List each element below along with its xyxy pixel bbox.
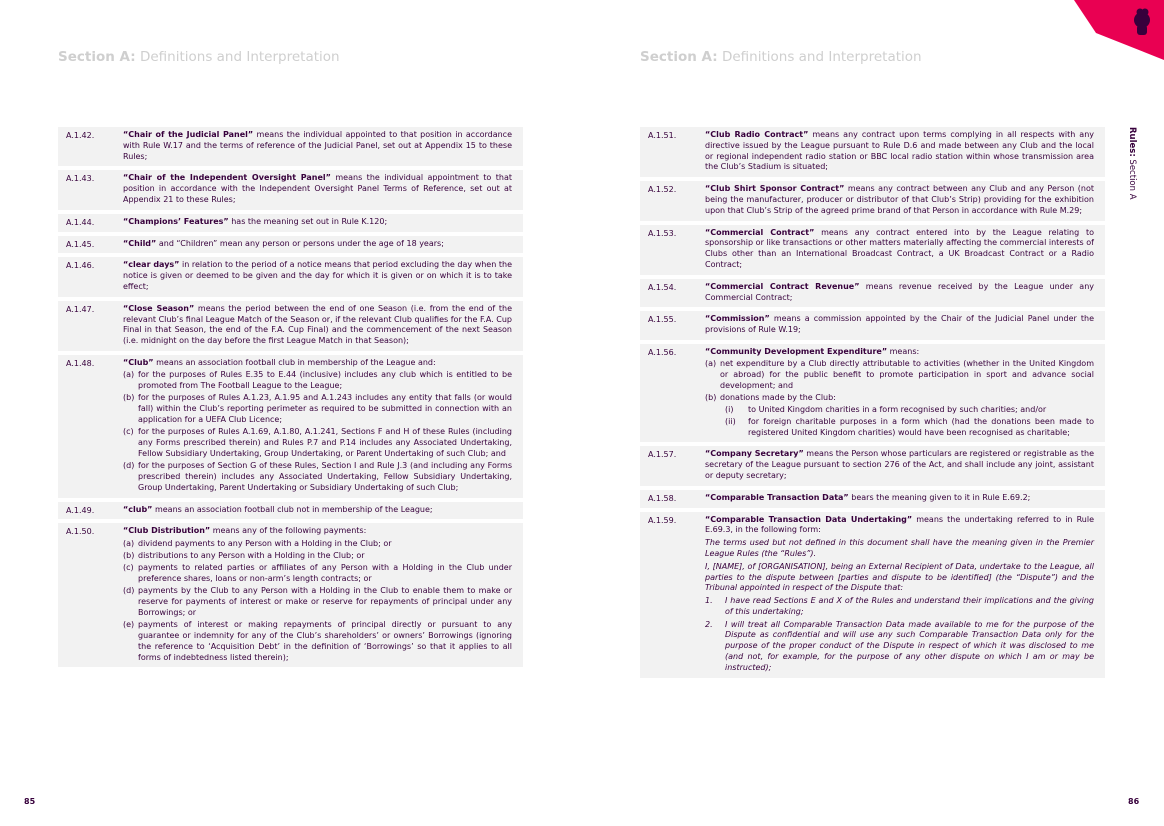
defined-term: “Club”	[123, 357, 154, 367]
definition-text: means an association football club not in membership of the League;	[152, 504, 433, 514]
undertaking-paragraph: The terms used but not defined in this document shall have the meaning given in the Premier League Rules (the “Rules”).	[705, 538, 1094, 558]
rule-number: A.1.52.	[648, 185, 677, 195]
rule-body	[705, 228, 1094, 271]
sub-clause	[123, 539, 512, 550]
definition-text: means the Person whose particulars are registered or registrable as the secretary of the League pursuant to section 276 of the Act, and shall include any joint, assistant or deputy secretary;	[705, 449, 1094, 480]
right-rules-column	[640, 127, 1105, 682]
sub-clause-label: (b)	[123, 550, 135, 560]
undertaking-item-text: I have read Sections E and X of the Rules and understand their implications and the giving of this undertaking;	[725, 596, 1094, 616]
rule-number: A.1.57.	[648, 450, 677, 460]
definition-text: means any contract upon terms complying in all respects with any directive issued by the League pursuant to Rule D.6 and made between any Club and the local or regional independent radio station or BBC local radio station within whose transmission area the Club’s Stadium is situated;	[705, 130, 1094, 172]
rule-body	[705, 314, 1094, 336]
sub-sub-clause-text: to United Kingdom charities in a form recognised by such charities; and/or	[748, 404, 1047, 414]
rule-number: A.1.43.	[66, 174, 95, 184]
sub-clause-label: (d)	[123, 461, 135, 471]
undertaking-item-number: 1.	[705, 596, 713, 606]
rule-entry	[58, 236, 523, 254]
rule-number: A.1.48.	[66, 358, 95, 368]
definition-text: and “Children” mean any person or persons under the age of 18 years;	[156, 238, 444, 248]
rule-number: A.1.56.	[648, 347, 677, 357]
rule-entry	[58, 214, 523, 232]
defined-term: “Comparable Transaction Data Undertaking”	[705, 514, 913, 524]
rule-entry	[58, 355, 523, 498]
rule-body	[123, 239, 512, 250]
rule-number: A.1.53.	[648, 228, 677, 238]
rule-body	[705, 130, 1094, 173]
undertaking-paragraph: I, [NAME], of [ORGANISATION], being an External Recipient of Data, undertake to the League, all parties to the dispute between [parties and dispute to be identified] (the “Dispute”) and the Tribunal appointed in respect of the Dispute that:	[705, 561, 1094, 593]
defined-term: “Club Radio Contract”	[705, 130, 809, 139]
rule-entry	[640, 279, 1105, 308]
defined-term: “Club Distribution”	[123, 526, 211, 536]
rule-entry	[58, 301, 523, 351]
sub-clause-label: (e)	[123, 620, 135, 630]
definition-text: means any of the following payments:	[210, 526, 367, 536]
definition-text: has the meaning set out in Rule K.120;	[228, 216, 388, 226]
rule-number: A.1.47.	[66, 304, 95, 314]
rule-number: A.1.49.	[66, 505, 95, 515]
sub-clause-text: distributions to any Person with a Holding in the Club; or	[138, 550, 365, 560]
rule-text	[123, 217, 512, 228]
sub-clause-text: payments to related parties or affiliates of any Person with a Holding in the Club under preference shares, loans or non-arm’s length contracts; or	[138, 563, 512, 583]
rule-text	[123, 239, 512, 250]
rule-text	[123, 358, 512, 369]
sub-clause	[123, 393, 512, 425]
page-number-right: 86	[1128, 797, 1140, 806]
rule-text	[123, 304, 512, 347]
undertaking-item	[705, 596, 1094, 618]
defined-term: “club”	[123, 504, 153, 514]
rule-body	[705, 282, 1094, 304]
definition-text: means any contract between any Club and any Person (not being the manufacturer, producer or distributor of that Club’s Strip) providing for the exhibition upon that Club’s Strip of the agreed prime brand of that Person in accordance with Rule M.29;	[705, 184, 1095, 215]
rule-text	[123, 173, 512, 205]
rule-body	[705, 449, 1094, 481]
rule-entry	[58, 523, 523, 667]
rule-text	[123, 526, 512, 537]
sub-clause	[123, 586, 512, 618]
rule-body	[123, 260, 512, 292]
rule-body	[705, 184, 1094, 216]
sub-sub-clause	[720, 405, 1094, 416]
sub-clause-label: (b)	[123, 393, 135, 403]
defined-term: “Comparable Transaction Data”	[705, 492, 849, 502]
definition-text: means the undertaking referred to in Rule E.69.3, in the following form:	[705, 514, 1094, 535]
rule-text	[705, 449, 1094, 481]
undertaking-item-number: 2.	[705, 619, 713, 629]
sub-clause-label: (c)	[123, 427, 134, 437]
rule-body	[123, 217, 512, 228]
sub-clause-label: (c)	[123, 563, 134, 573]
rule-text	[705, 347, 1094, 358]
sub-clause-label: (a)	[705, 359, 717, 369]
rule-text	[705, 130, 1094, 173]
rule-number: A.1.46.	[66, 261, 95, 271]
page-number-left: 85	[24, 797, 36, 806]
rule-body	[123, 130, 512, 162]
rule-body	[123, 173, 512, 205]
rule-body	[705, 347, 1094, 438]
section-title-right: Section A: Definitions and Interpretation	[640, 49, 922, 65]
rule-number: A.1.50.	[66, 527, 95, 537]
rule-number: A.1.59.	[648, 515, 677, 525]
rule-entry	[640, 344, 1105, 442]
defined-term: “Company Secretary”	[705, 449, 804, 459]
rule-text	[705, 228, 1094, 271]
rule-number: A.1.42.	[66, 131, 95, 140]
rule-text	[123, 260, 512, 292]
undertaking-item-text: I will treat all Comparable Transaction Data made available to me for the purpose of the Dispute as confidential and will use any such Comparable Transaction Data only for the purpose of the proper conduct of the Dispute in respect of which it was disclosed to me (and not, for example, for the purpose of any other dispute on which I am or may be instructed);	[725, 619, 1094, 672]
rule-entry	[58, 502, 523, 520]
sub-clause-label: (d)	[123, 586, 135, 596]
definition-text: means an association football club in membership of the League and:	[153, 357, 436, 367]
sub-clause	[705, 393, 1094, 404]
defined-term: “Community Development Expenditure”	[705, 346, 888, 356]
rule-entry	[640, 225, 1105, 275]
definition-text: means:	[887, 346, 920, 356]
sub-clause	[123, 551, 512, 562]
rule-text	[123, 505, 512, 516]
sub-sub-clause-label: (ii)	[725, 416, 736, 426]
sub-clause-text: for the purposes of Rules A.1.23, A.1.95 and A.1.243 includes any entity that falls (or would fall) within the Club’s reporting perimeter as required to be submitted in connection with an application for a UEFA Club Licence;	[138, 393, 512, 424]
corner-accent	[1074, 0, 1164, 60]
rule-entry	[640, 127, 1105, 177]
sub-clause-text: for the purposes of Rules E.35 to E.44 (inclusive) includes any club which is entitled to be promoted from The Football League to the League;	[138, 370, 512, 391]
sub-clause-text: payments by the Club to any Person with a Holding in the Club to enable them to make or reserve for payments of interest or make or reserve for repayments of principal under any Borrowings; or	[138, 586, 512, 617]
defined-term: “Chair of the Independent Oversight Panel”	[123, 173, 331, 183]
rule-text	[705, 282, 1094, 304]
section-title-left: Section A: Definitions and Interpretation	[58, 49, 340, 65]
left-rules-column	[58, 127, 523, 671]
rule-body	[123, 526, 512, 663]
rule-entry	[640, 446, 1105, 485]
rule-entry	[640, 311, 1105, 340]
sub-sub-clause-label: (i)	[725, 404, 734, 414]
defined-term: “Champions’ Features”	[123, 216, 229, 226]
sub-clause-text: payments of interest or making repayments of principal directly or pursuant to any guarantee or indemnity for any of the Club’s shareholders’ or owners’ Borrowings (ignoring the reference to ‘Acquisition Debt’ in the definition of ‘Borrowings’ so that it applies to all forms of indebtedness listed therein);	[138, 620, 512, 662]
sub-clause-text: for the purposes of Rules A.1.69, A.1.80, A.1.241, Sections F and H of these Rules (including any Forms prescribed therein) and Rules P.7 and P.14 includes any Associated Undertaking, Fellow Subsidiary Undertaking, Group Undertaking, or Parent Undertaking of such Club; and	[138, 427, 512, 458]
defined-term: “Club Shirt Sponsor Contract”	[705, 184, 845, 194]
rule-body	[705, 493, 1094, 504]
sub-clause-text: dividend payments to any Person with a Holding in the Club; or	[138, 538, 392, 548]
rule-number: A.1.51.	[648, 131, 677, 140]
rule-body	[123, 358, 512, 494]
sub-clause	[123, 370, 512, 392]
rule-number: A.1.58.	[648, 493, 677, 503]
side-section-label: Rules: Section A	[1127, 127, 1137, 200]
rule-entry	[58, 170, 523, 209]
rule-text	[705, 493, 1094, 504]
sub-clause	[123, 620, 512, 663]
definition-text: means the individual appointed to that position in accordance with Rule W.17 and the terms of reference of the Judicial Panel, set out at Appendix 15 to these Rules;	[123, 130, 513, 161]
rule-entry	[640, 181, 1105, 220]
undertaking-item	[705, 620, 1094, 674]
definition-text: bears the meaning given to it in Rule E.69.2;	[848, 492, 1031, 502]
rule-body	[123, 304, 512, 347]
rule-body	[123, 505, 512, 516]
rule-entry	[58, 257, 523, 296]
rule-text	[705, 184, 1094, 216]
definition-text: means revenue received by the League under any Commercial Contract;	[705, 281, 1094, 302]
rule-entry	[640, 512, 1105, 678]
defined-term: “Child”	[123, 238, 157, 248]
sub-clause-text: donations made by the Club:	[720, 393, 836, 403]
definition-text: means the individual appointment to that position in accordance with the Independent Oversight Panel Terms of Reference, set out at Appendix 21 to these Rules;	[123, 173, 513, 204]
defined-term: “Commercial Contract”	[705, 227, 815, 237]
defined-term: “Commercial Contract Revenue”	[705, 281, 860, 291]
sub-clause-label: (b)	[705, 393, 717, 403]
sub-sub-clause	[720, 417, 1094, 439]
rule-entry	[58, 127, 523, 166]
definition-text: means any contract entered into by the League relating to sponsorship or like transactions or other matters materially affecting the commercial interests of Clubs other than an International Broadcast Contract, a UK Broadcast Contract or a Radio Contract;	[705, 227, 1094, 269]
sub-clause-text: for the purposes of Section G of these Rules, Section I and Rule J.3 (and including any Forms prescribed therein) includes any Associated Undertaking, Fellow Subsidiary Undertaking, Group Undertaking, Parent Undertaking or Subsidiary Undertaking of such Club;	[138, 461, 512, 492]
sub-clause	[123, 461, 512, 493]
rule-text	[705, 314, 1094, 336]
definition-text: in relation to the period of a notice means that period excluding the day when the notice is given or deemed to be given and the day for which it is given or on which it is to take effect;	[123, 260, 512, 291]
defined-term: “clear days”	[123, 260, 180, 270]
defined-term: “Chair of the Judicial Panel”	[123, 130, 254, 139]
rule-entry	[640, 490, 1105, 508]
rule-number: A.1.44.	[66, 217, 95, 227]
rule-number: A.1.54.	[648, 282, 677, 292]
sub-clause-text: net expenditure by a Club directly attributable to activities (whether in the United Kingdom or abroad) for the public benefit to promote participation in sport and advance social development; and	[720, 359, 1094, 390]
definition-text: means a commission appointed by the Chair of the Judicial Panel under the provisions of Rule W.19;	[705, 314, 1094, 335]
sub-clause	[705, 359, 1094, 391]
sub-clause-label: (a)	[123, 370, 135, 380]
rule-text	[123, 130, 512, 162]
rule-number: A.1.55.	[648, 315, 677, 325]
sub-clause	[123, 427, 512, 459]
rule-number: A.1.45.	[66, 239, 95, 249]
defined-term: “Close Season”	[123, 303, 195, 313]
sub-clause	[123, 563, 512, 585]
sub-clause-label: (a)	[123, 538, 135, 548]
rule-text	[705, 515, 1094, 537]
defined-term: “Commission”	[705, 314, 770, 324]
sub-sub-clause-text: for foreign charitable purposes in a form which (had the donations been made to registered United Kingdom charities) would have been recognised as charitable;	[748, 416, 1094, 437]
rule-body	[705, 515, 1094, 674]
definition-text: means the period between the end of one Season (i.e. from the end of the relevant Club’s final League Match of the Season or, if the relevant Club qualifies for the F.A. Cup Final in that Season, the end of the F.A. Cup Final) and the commencement of the next Season (i.e. midnight on the day before the first League Match in that Season);	[123, 303, 512, 346]
